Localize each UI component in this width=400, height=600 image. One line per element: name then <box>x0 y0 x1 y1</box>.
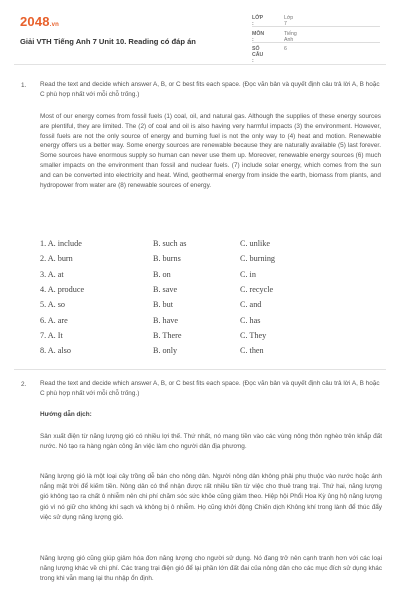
question-2-instruction: Read the text and decide which answer A, B, or C best fits each space. (Đọc văn bản và quyết định câu trả lời A, B hoặc C phù hợp nhất với mỗi chỗ trống.) <box>40 380 380 397</box>
option-b: B. burns <box>153 254 181 264</box>
question-2-number: 2. <box>21 381 27 388</box>
option-b: B. on <box>153 269 171 279</box>
question-1-instruction: Read the text and decide which answer A, B, or C best fits each space. (Đọc văn bản và quyết định câu trả lời A, B hoặc C phù hợp nhất với mỗi chỗ trống.) <box>40 81 380 98</box>
option-a: 1. A. include <box>40 239 82 248</box>
meta-subject-key: MÔN : <box>252 31 265 43</box>
option-c: C. unlike <box>240 239 271 248</box>
option-row <box>40 346 340 360</box>
document-title: Giải VTH Tiếng Anh 7 Unit 10. Reading có đáp án <box>20 37 196 46</box>
option-b: B. have <box>153 315 179 325</box>
logo-suffix: .vn <box>49 22 60 28</box>
option-a: 5. A. so <box>40 300 66 310</box>
option-c: C. has <box>240 315 261 325</box>
header-divider <box>14 64 386 65</box>
option-a: 8. A. also <box>40 346 71 356</box>
meta-grade-key: LỚP : <box>252 15 263 27</box>
option-c: C. then <box>240 346 264 356</box>
option-c: C. and <box>240 300 262 310</box>
option-row <box>40 331 340 345</box>
option-b: B. but <box>153 300 174 310</box>
option-row <box>40 316 340 330</box>
option-a: 4. A. produce <box>40 284 85 294</box>
option-a: 6. A. are <box>40 315 68 325</box>
meta-divider <box>252 42 380 43</box>
option-c: C. in <box>240 269 256 279</box>
translation-paragraph: Sản xuất điện từ năng lượng gió có nhiều lợi thế. Thứ nhất, nó mang tiền vào các vùng nông thôn nghèo trên khắp đất nước. Nó tạo ra hàng ngàn công ăn việc làm cho người dân địa phương. <box>40 433 382 451</box>
option-row <box>40 300 340 314</box>
question-1-number: 1. <box>21 82 27 89</box>
meta-divider <box>252 26 380 27</box>
option-b: B. such as <box>153 239 187 248</box>
meta-count-value: 6 <box>284 46 287 52</box>
option-b: B. only <box>153 346 178 356</box>
option-row <box>40 285 340 299</box>
translation-paragraph: Năng lượng gió là một loại cây trồng dễ bán cho nông dân. Người nông dân không phải phụ thuộc vào nước hoặc ánh nắng mặt trời để kiếm tiền. Nông dân có thể nhận được rất nhiều tiền từ việc cho thuê trang trại. Thứ hai, năng lượng gió không tạo ra chất ô nhiễm nên chi phí chăm sóc sức khỏe cũng giảm theo. Hiệp hội Phổi Hoa Kỳ ủng hộ năng lượng gió vì nó giữ cho không khí sạch và không bị ô nhiễm. Họ cũng khởi động Chiến dịch Không khí trong lành để thúc đẩy việc sử dụng năng lượng gió. <box>40 473 382 521</box>
meta-subject-value: Tiếng Anh <box>284 31 297 43</box>
translation-guide-label: Hướng dẫn dịch: <box>40 411 92 418</box>
option-a: 7. A. It <box>40 330 63 340</box>
option-b: B. save <box>153 284 178 294</box>
option-row <box>40 239 340 253</box>
option-c: C. recycle <box>240 284 274 294</box>
option-a: 2. A. burn <box>40 254 73 264</box>
meta-count-key: SỐ CÂU : <box>252 46 264 64</box>
section-divider <box>14 369 386 370</box>
option-row <box>40 270 340 284</box>
logo-text: 2048 <box>20 14 50 29</box>
option-c: C. burning <box>240 254 276 264</box>
page-header <box>0 0 400 62</box>
option-a: 3. A. at <box>40 269 64 279</box>
site-logo[interactable] <box>20 14 59 29</box>
meta-grade-value: Lớp 7 <box>284 15 294 27</box>
option-c: C. They <box>240 330 267 340</box>
option-row <box>40 254 340 268</box>
question-1-passage: Most of our energy comes from fossil fuels (1) coal, oil, and natural gas. Although the supplies of these energy sources are plentiful, they are limited. The (2) of coal and oil is also having very harmful impacts (3) the environment. However, fossil fuels are not the only source of energy and burning fuel is not the only way to (4) heat and motion. Renewable energy offers us a better way. Some energy sources are renewable because they are naturally available (5) last forever. Some sources have enormous supply so human can never use them up. Moreover, renewable energy sources (6) much smaller impacts on the environment than fossil and nuclear fuels. (7) include solar energy, which comes from the sun and can be converted into electricity and heat. Wind, geothermal energy from inside the earth, biomass from plants, and hydropower from water are (8) renewable sources of energy. <box>40 113 381 189</box>
translation-paragraph: Năng lượng gió cũng giúp giảm hóa đơn năng lượng cho người sử dụng. Nó đang trở nên cạnh tranh hơn với các loại năng lượng khác về chi phí. Các trang trại điện gió để lại phần lớn đất đai của nông dân cho các mục đích sử dụng khác trong khi vẫn mang lại thu nhập ổn định. <box>40 555 382 583</box>
option-b: B. There <box>153 330 182 340</box>
